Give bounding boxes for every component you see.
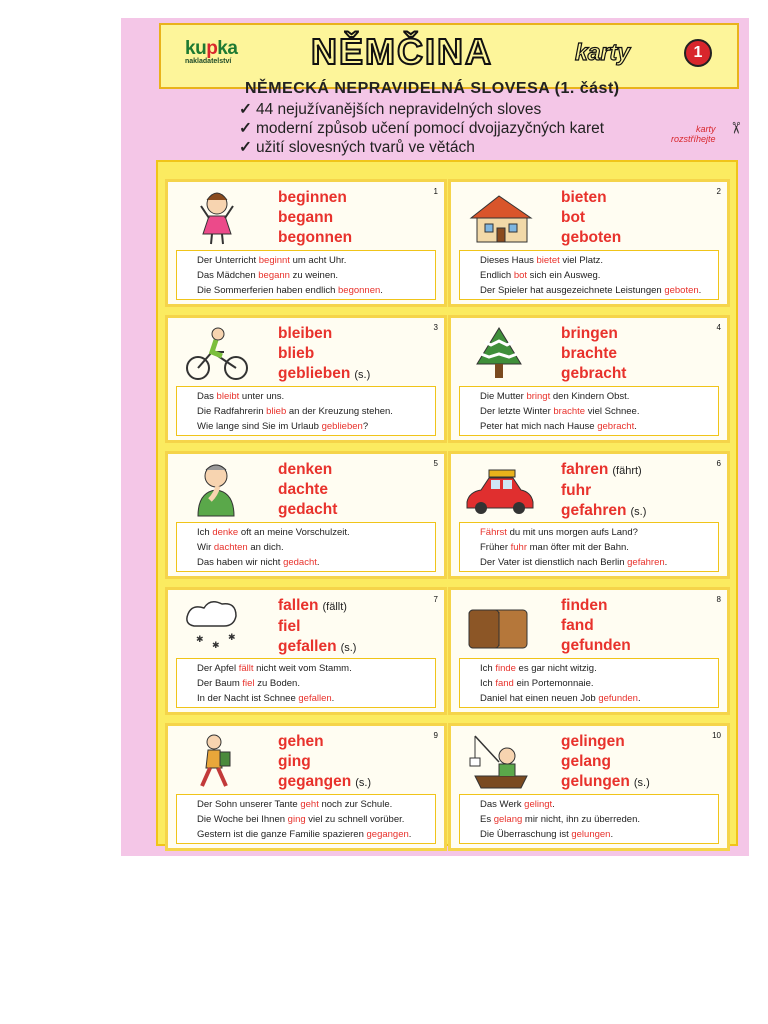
verb-card: [165, 587, 447, 715]
card-number: 3: [433, 323, 438, 332]
feature-list: [239, 100, 604, 157]
sentence-text: .: [610, 829, 614, 840]
verb-form-text: ging: [278, 753, 311, 770]
verb-card: [165, 315, 447, 443]
sentence-text: Dieses Haus: [480, 255, 537, 266]
sentence-text: .: [634, 421, 637, 432]
highlighted-verb: fand: [495, 678, 514, 689]
example-sentences: [176, 658, 436, 708]
verb-form-preterite: [278, 752, 371, 772]
sentence-text: Der Apfel: [197, 663, 239, 674]
highlighted-verb: bot: [513, 270, 528, 281]
snowy-tree-icon: [459, 324, 541, 382]
sentence-text: ?: [362, 421, 369, 432]
card-number: 5: [433, 459, 438, 468]
example-sentences: [176, 250, 436, 300]
verb-form-participle: [278, 772, 371, 793]
sentence-text: Ich: [480, 678, 496, 689]
verb-card: [165, 451, 447, 579]
sentence-text: zu weinen.: [289, 270, 339, 281]
verb-form-text: gegangen: [278, 773, 352, 790]
example-sentence: [480, 525, 718, 540]
highlighted-verb: gefunden: [598, 693, 638, 704]
example-sentences: [176, 522, 436, 572]
sentence-text: Endlich: [480, 270, 514, 281]
verb-form-text: begonnen: [278, 229, 353, 246]
sentence-text: um acht Uhr.: [289, 255, 347, 266]
highlighted-verb: bietet: [536, 255, 560, 266]
card-number: 10: [712, 731, 721, 740]
sentence-text: oft an meine Vorschulzeit.: [238, 527, 350, 538]
verb-form-infinitive: [278, 188, 352, 208]
sentence-text: an dich.: [247, 542, 284, 553]
card-number: 6: [716, 459, 721, 468]
verb-form-preterite: [561, 752, 650, 772]
example-sentence: [197, 797, 435, 812]
cyclist-icon: [176, 324, 258, 382]
verb-form-participle: [561, 501, 646, 522]
example-sentence: [480, 283, 718, 298]
sentence-text: man öfter mit der Bahn.: [527, 542, 629, 553]
example-sentence: [480, 253, 718, 268]
example-sentence: [197, 283, 435, 298]
verb-form-text: begann: [278, 209, 334, 226]
karty-label: karty: [575, 39, 630, 65]
verb-form-note: (s.): [340, 642, 357, 654]
verb-form-text: finden: [561, 597, 608, 614]
example-sentence: [480, 676, 718, 691]
verb-form-infinitive: [561, 324, 626, 344]
sentence-text: unter uns.: [239, 391, 285, 402]
sentence-text: es gar nicht witzig.: [515, 663, 597, 674]
card-number: 4: [716, 323, 721, 332]
highlighted-verb: gebracht: [597, 421, 635, 432]
house-icon: [459, 188, 541, 246]
card-number: 8: [716, 595, 721, 604]
check-icon: ✓: [239, 139, 252, 156]
verb-card: [448, 587, 730, 715]
example-sentence: [197, 389, 435, 404]
sentence-text: Die Mutter: [480, 391, 527, 402]
example-sentence: [197, 419, 435, 434]
highlighted-verb: gefallen: [298, 693, 332, 704]
highlighted-verb: blieb: [266, 406, 287, 417]
sentence-text: du mit uns morgen aufs Land?: [506, 527, 638, 538]
verb-form-participle: [561, 364, 626, 384]
example-sentence: [197, 555, 435, 570]
sentence-text: zu Boden.: [254, 678, 300, 689]
example-sentence: [480, 691, 718, 706]
verb-form-text: fiel: [278, 618, 301, 635]
sentence-text: Das Werk: [480, 799, 525, 810]
highlighted-verb: gegangen: [366, 829, 409, 840]
verb-form-participle: [278, 637, 356, 658]
sentence-text: Der Sohn unserer Tante: [197, 799, 301, 810]
highlighted-verb: fuhr: [510, 542, 527, 553]
verb-form-text: bieten: [561, 189, 607, 206]
example-sentences: [459, 250, 719, 300]
sentence-text: Der Vater ist dienstlich nach Berlin: [480, 557, 628, 568]
sentence-text: viel Schnee.: [585, 406, 640, 417]
verb-form-infinitive: [278, 596, 356, 617]
example-sentence: [480, 404, 718, 419]
verb-form-preterite: [278, 208, 352, 228]
sentence-text: Wir: [197, 542, 214, 553]
verb-form-infinitive: [561, 188, 621, 208]
sentence-text: Die Radfahrerin: [197, 406, 267, 417]
example-sentence: [480, 827, 718, 842]
highlighted-verb: gelingt: [524, 799, 553, 810]
card-number: 9: [433, 731, 438, 740]
card-number: 2: [716, 187, 721, 196]
example-sentence: [197, 691, 435, 706]
example-sentence: [197, 268, 435, 283]
verb-form-participle: [561, 772, 650, 793]
verb-form-text: gedacht: [278, 501, 338, 518]
verb-form-text: gefahren: [561, 502, 627, 519]
example-sentences: [459, 386, 719, 436]
highlighted-verb: beginnt: [258, 255, 290, 266]
fisherman-icon: [459, 732, 541, 790]
example-sentences: [176, 794, 436, 844]
flashcard-sheet: [121, 18, 749, 856]
highlighted-verb: gefahren: [627, 557, 665, 568]
sentence-text: Das Mädchen: [197, 270, 259, 281]
verb-form-preterite: [561, 208, 621, 228]
verb-form-note: (fällt): [322, 601, 347, 613]
highlighted-verb: geblieben: [321, 421, 363, 432]
verb-form-text: gelingen: [561, 733, 625, 750]
example-sentence: [480, 389, 718, 404]
verb-form-infinitive: [561, 460, 646, 481]
verb-form-text: gefunden: [561, 637, 631, 654]
publisher-logo: [185, 39, 237, 66]
sentence-text: Der Unterricht: [197, 255, 259, 266]
verb-form-text: fuhr: [561, 482, 592, 499]
verb-form-text: gebracht: [561, 365, 627, 382]
verb-card: [165, 179, 447, 307]
sentence-text: Der letzte Winter: [480, 406, 554, 417]
example-sentence: [480, 555, 718, 570]
verb-card: [448, 723, 730, 851]
sentence-text: .: [408, 829, 412, 840]
example-sentences: [459, 522, 719, 572]
example-sentence: [197, 812, 435, 827]
highlighted-verb: denke: [212, 527, 239, 538]
verb-form-infinitive: [278, 460, 337, 480]
card-number: 1: [433, 187, 438, 196]
verb-forms: [278, 324, 370, 385]
sentence-text: Peter hat mich nach Hause: [480, 421, 598, 432]
sentence-text: Gestern ist die ganze Familie spazieren: [197, 829, 367, 840]
highlighted-verb: brachte: [553, 406, 586, 417]
verb-form-text: gefallen: [278, 638, 337, 655]
verb-form-participle: [278, 364, 370, 385]
sentence-text: .: [380, 285, 383, 296]
verb-forms: [561, 460, 646, 522]
verb-form-text: blieb: [278, 345, 315, 362]
highlighted-verb: begonnen: [338, 285, 381, 296]
check-icon: ✓: [239, 120, 252, 137]
example-sentence: [197, 676, 435, 691]
sentence-text: noch zur Schule.: [318, 799, 393, 810]
card-grid: [156, 160, 738, 846]
example-sentence: [197, 253, 435, 268]
example-sentence: [197, 827, 435, 842]
sentence-text: Die Woche bei Ihnen: [197, 814, 288, 825]
sentence-text: sich ein Ausweg.: [527, 270, 601, 281]
example-sentence: [197, 661, 435, 676]
scissors-icon: ✂: [726, 121, 744, 135]
verb-form-preterite: [561, 616, 631, 636]
sentence-text: .: [664, 557, 668, 568]
highlighted-verb: gelungen: [571, 829, 611, 840]
sentence-text: Der Spieler hat ausgezeichnete Leistungen: [480, 285, 665, 296]
sentence-text: Das: [197, 391, 217, 402]
verb-forms: [278, 460, 337, 520]
sentence-text: Ich: [480, 663, 496, 674]
verb-card: [448, 179, 730, 307]
verb-form-text: geboten: [561, 229, 622, 246]
verb-forms: [561, 324, 626, 384]
feature-item: ✓ užití slovesných tvarů ve větách: [239, 139, 475, 156]
verb-form-participle: [561, 636, 631, 656]
verb-form-preterite: [561, 344, 626, 364]
highlighted-verb: gedacht: [283, 557, 317, 568]
verb-card: [448, 451, 730, 579]
highlighted-verb: finde: [495, 663, 516, 674]
example-sentences: [459, 794, 719, 844]
sentence-text: Daniel hat einen neuen Job: [480, 693, 599, 704]
example-sentence: [480, 661, 718, 676]
verb-form-participle: [278, 228, 352, 248]
example-sentence: [197, 404, 435, 419]
example-sentence: [480, 797, 718, 812]
example-sentence: [480, 419, 718, 434]
verb-form-preterite: [561, 481, 646, 501]
verb-form-text: bleiben: [278, 325, 333, 342]
logo-text-a: ku: [185, 38, 207, 59]
verb-form-text: beginnen: [278, 189, 347, 206]
verb-form-text: bringen: [561, 325, 618, 342]
girl-crying-icon: [176, 188, 258, 246]
verb-form-note: (fährt): [612, 465, 642, 477]
sentence-text: Das haben wir nicht: [197, 557, 284, 568]
verb-form-participle: [561, 228, 621, 248]
sentence-text: .: [316, 557, 320, 568]
verb-form-text: bot: [561, 209, 586, 226]
logo-text-b: p: [206, 38, 218, 59]
check-icon: ✓: [239, 101, 252, 118]
example-sentence: [197, 525, 435, 540]
sentence-text: Früher: [480, 542, 511, 553]
highlighted-verb: Fährst: [480, 527, 507, 538]
card-number: 7: [433, 595, 438, 604]
wallet-icon: [459, 596, 541, 654]
highlighted-verb: fiel: [242, 678, 255, 689]
thinking-man-icon: [176, 460, 258, 518]
set-number-badge: 1: [684, 39, 712, 67]
verb-form-participle: [278, 500, 337, 520]
verb-card: [448, 315, 730, 443]
verb-form-text: gehen: [278, 733, 324, 750]
highlighted-verb: geht: [300, 799, 319, 810]
example-sentence: [480, 540, 718, 555]
highlighted-verb: ging: [287, 814, 306, 825]
highlighted-verb: bleibt: [216, 391, 240, 402]
verb-form-text: fand: [561, 617, 594, 634]
verb-form-text: geblieben: [278, 365, 351, 382]
sentence-text: Wie lange sind Sie im Urlaub: [197, 421, 322, 432]
sentence-text: Die Sommerferien haben endlich: [197, 285, 338, 296]
sentence-text: Es: [480, 814, 494, 825]
verb-form-note: (s.): [354, 369, 371, 381]
verb-form-preterite: [278, 617, 356, 637]
highlighted-verb: dachten: [213, 542, 248, 553]
verb-form-infinitive: [561, 732, 650, 752]
sentence-text: .: [331, 693, 335, 704]
cut-hint: karty rozstříhejte: [671, 124, 716, 144]
verb-forms: [278, 596, 356, 658]
verb-form-text: denken: [278, 461, 333, 478]
highlighted-verb: bringt: [526, 391, 551, 402]
verb-forms: [561, 188, 621, 248]
verb-form-text: gelungen: [561, 773, 630, 790]
verb-form-note: (s.): [633, 777, 650, 789]
verb-forms: [278, 188, 352, 248]
sentence-text: Die Überraschung ist: [480, 829, 572, 840]
verb-form-text: dachte: [278, 481, 328, 498]
highlighted-verb: gelang: [493, 814, 523, 825]
verb-card: [165, 723, 447, 851]
verb-form-preterite: [278, 344, 370, 364]
sentence-text: .: [552, 799, 555, 810]
logo-subtext: nakladatelství: [185, 58, 232, 65]
sentence-text: mir nicht, ihn zu überreden.: [522, 814, 641, 825]
example-sentences: [176, 386, 436, 436]
sentence-text: viel zu schnell vorüber.: [305, 814, 405, 825]
car-icon: [459, 460, 541, 518]
logo-text-c: ka: [217, 38, 238, 59]
feature-item: ✓ moderní způsob učení pomocí dvojjazyčných karet: [239, 120, 605, 137]
verb-form-note: (s.): [630, 506, 647, 518]
sentence-text: viel Platz.: [559, 255, 604, 266]
feature-item: ✓ 44 nejužívanějších nepravidelných sloves: [239, 101, 542, 118]
snow-cloud-icon: [176, 596, 258, 654]
verb-form-text: gelang: [561, 753, 611, 770]
walking-boy-icon: [176, 732, 258, 790]
page-title: NĚMČINA: [311, 31, 493, 72]
sentence-text: Ich: [197, 527, 213, 538]
example-sentences: [459, 658, 719, 708]
highlighted-verb: geboten: [664, 285, 699, 296]
highlighted-verb: begann: [258, 270, 290, 281]
sentence-text: Der Baum: [197, 678, 243, 689]
verb-form-infinitive: [278, 324, 370, 344]
verb-form-text: fahren: [561, 461, 609, 478]
sentence-text: ein Portemonnaie.: [513, 678, 594, 689]
verb-forms: [278, 732, 371, 793]
sentence-text: nicht weit vom Stamm.: [253, 663, 352, 674]
verb-form-preterite: [278, 480, 337, 500]
sentence-text: .: [698, 285, 702, 296]
subtitle: NĚMECKÁ NEPRAVIDELNÁ SLOVESA (1. část): [245, 80, 620, 97]
highlighted-verb: fällt: [238, 663, 254, 674]
verb-form-text: fallen: [278, 597, 319, 614]
sentence-text: an der Kreuzung stehen.: [286, 406, 393, 417]
verb-form-text: brachte: [561, 345, 617, 362]
example-sentence: [197, 540, 435, 555]
sentence-text: den Kindern Obst.: [550, 391, 630, 402]
sentence-text: In der Nacht ist Schnee: [197, 693, 299, 704]
example-sentence: [480, 812, 718, 827]
verb-forms: [561, 596, 631, 656]
sentence-text: .: [637, 693, 641, 704]
verb-forms: [561, 732, 650, 793]
example-sentence: [480, 268, 718, 283]
verb-form-infinitive: [561, 596, 631, 616]
verb-form-note: (s.): [355, 777, 372, 789]
verb-form-infinitive: [278, 732, 371, 752]
